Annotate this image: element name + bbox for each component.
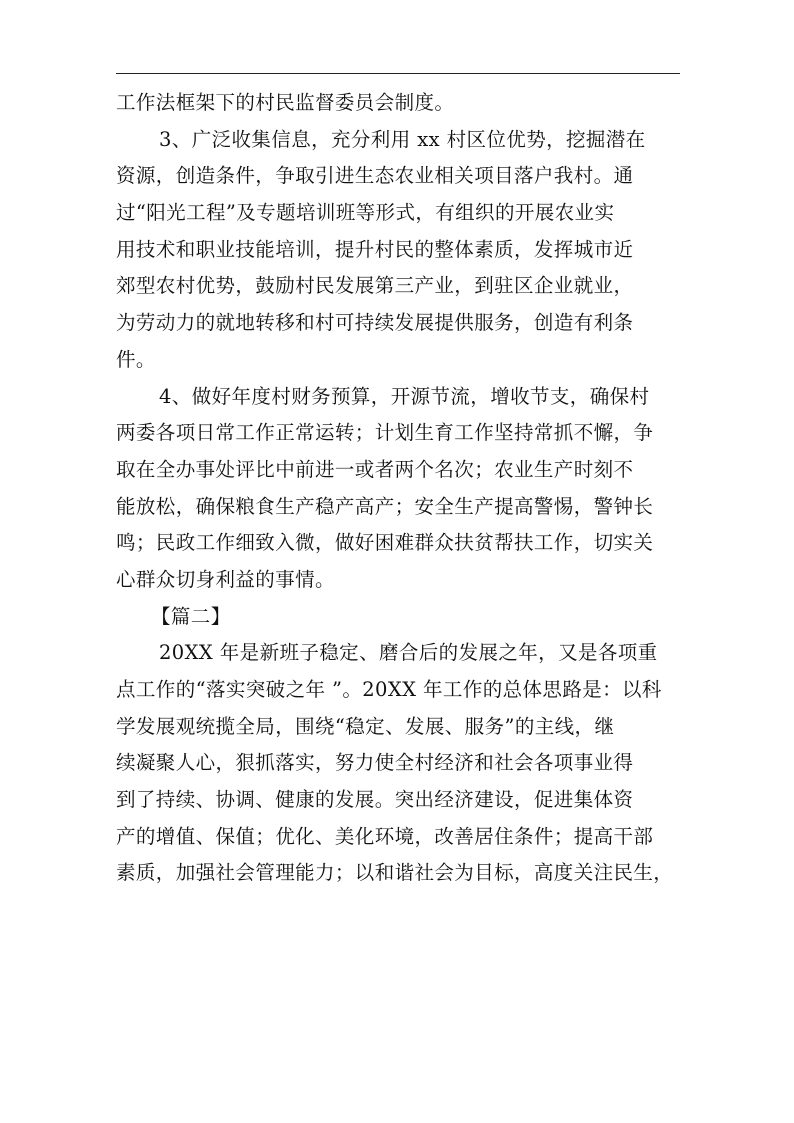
text-line: 续凝聚人心，狠抓落实，努力使全村经济和社会各项事业得: [116, 751, 634, 775]
text-line: 资源，创造条件，争取引进生态农业相关项目落户我村。通: [116, 164, 634, 188]
text-line: 工作法框架下的村民监督委员会制度。: [116, 91, 455, 114]
section-title: 【篇二】: [151, 604, 231, 628]
paragraph-3-start: 3、广泛收集信息，充分利用 xx 村区位优势，挖掘潜在: [159, 127, 646, 151]
text-line: 两委各项日常工作正常运转；计划生育工作坚持常抓不懈，争: [116, 421, 654, 445]
text-line: 郊型农村优势，鼓励村民发展第三产业，到驻区企业就业，: [116, 274, 634, 298]
text-line: 鸣；民政工作细致入微，做好困难群众扶贫帮扶工作，切实关: [116, 531, 654, 555]
text-line: 素质，加强社会管理能力；以和谐社会为目标，高度关注民生，: [116, 861, 674, 885]
text-line: 过“阳光工程”及专题培训班等形式，有组织的开展农业实: [116, 201, 615, 225]
header-rule: [116, 73, 680, 74]
text-line: 能放松，确保粮食生产稳产高产；安全生产提高警惕，警钟长: [116, 494, 654, 518]
text-line: 到了持续、协调、健康的发展。突出经济建设，促进集体资: [116, 788, 634, 812]
text-line: 用技术和职业技能培训，提升村民的整体素质，发挥城市近: [116, 237, 634, 261]
paragraph-4-start: 4、做好年度村财务预算，开源节流，增收节支，确保村: [159, 384, 650, 408]
paragraph-start: 20XX 年是新班子稳定、磨合后的发展之年，又是各项重: [159, 641, 658, 665]
text-line: 取在全办事处评比中前进一或者两个名次；农业生产时刻不: [116, 457, 634, 481]
text-line: 点工作的“落实突破之年 ”。20XX 年工作的总体思路是：以科: [116, 678, 662, 701]
text-line: 学发展观统揽全局，围绕“稳定、发展、服务”的主线，继: [116, 714, 615, 738]
text-line: 件。: [116, 347, 156, 371]
text-line: 为劳动力的就地转移和村可持续发展提供服务，创造有利条: [116, 311, 634, 335]
document-body: [116, 85, 684, 892]
text-line: 产的增值、保值；优化、美化环境，改善居住条件；提高干部: [116, 824, 654, 848]
text-line: 心群众切身利益的事情。: [116, 567, 335, 591]
